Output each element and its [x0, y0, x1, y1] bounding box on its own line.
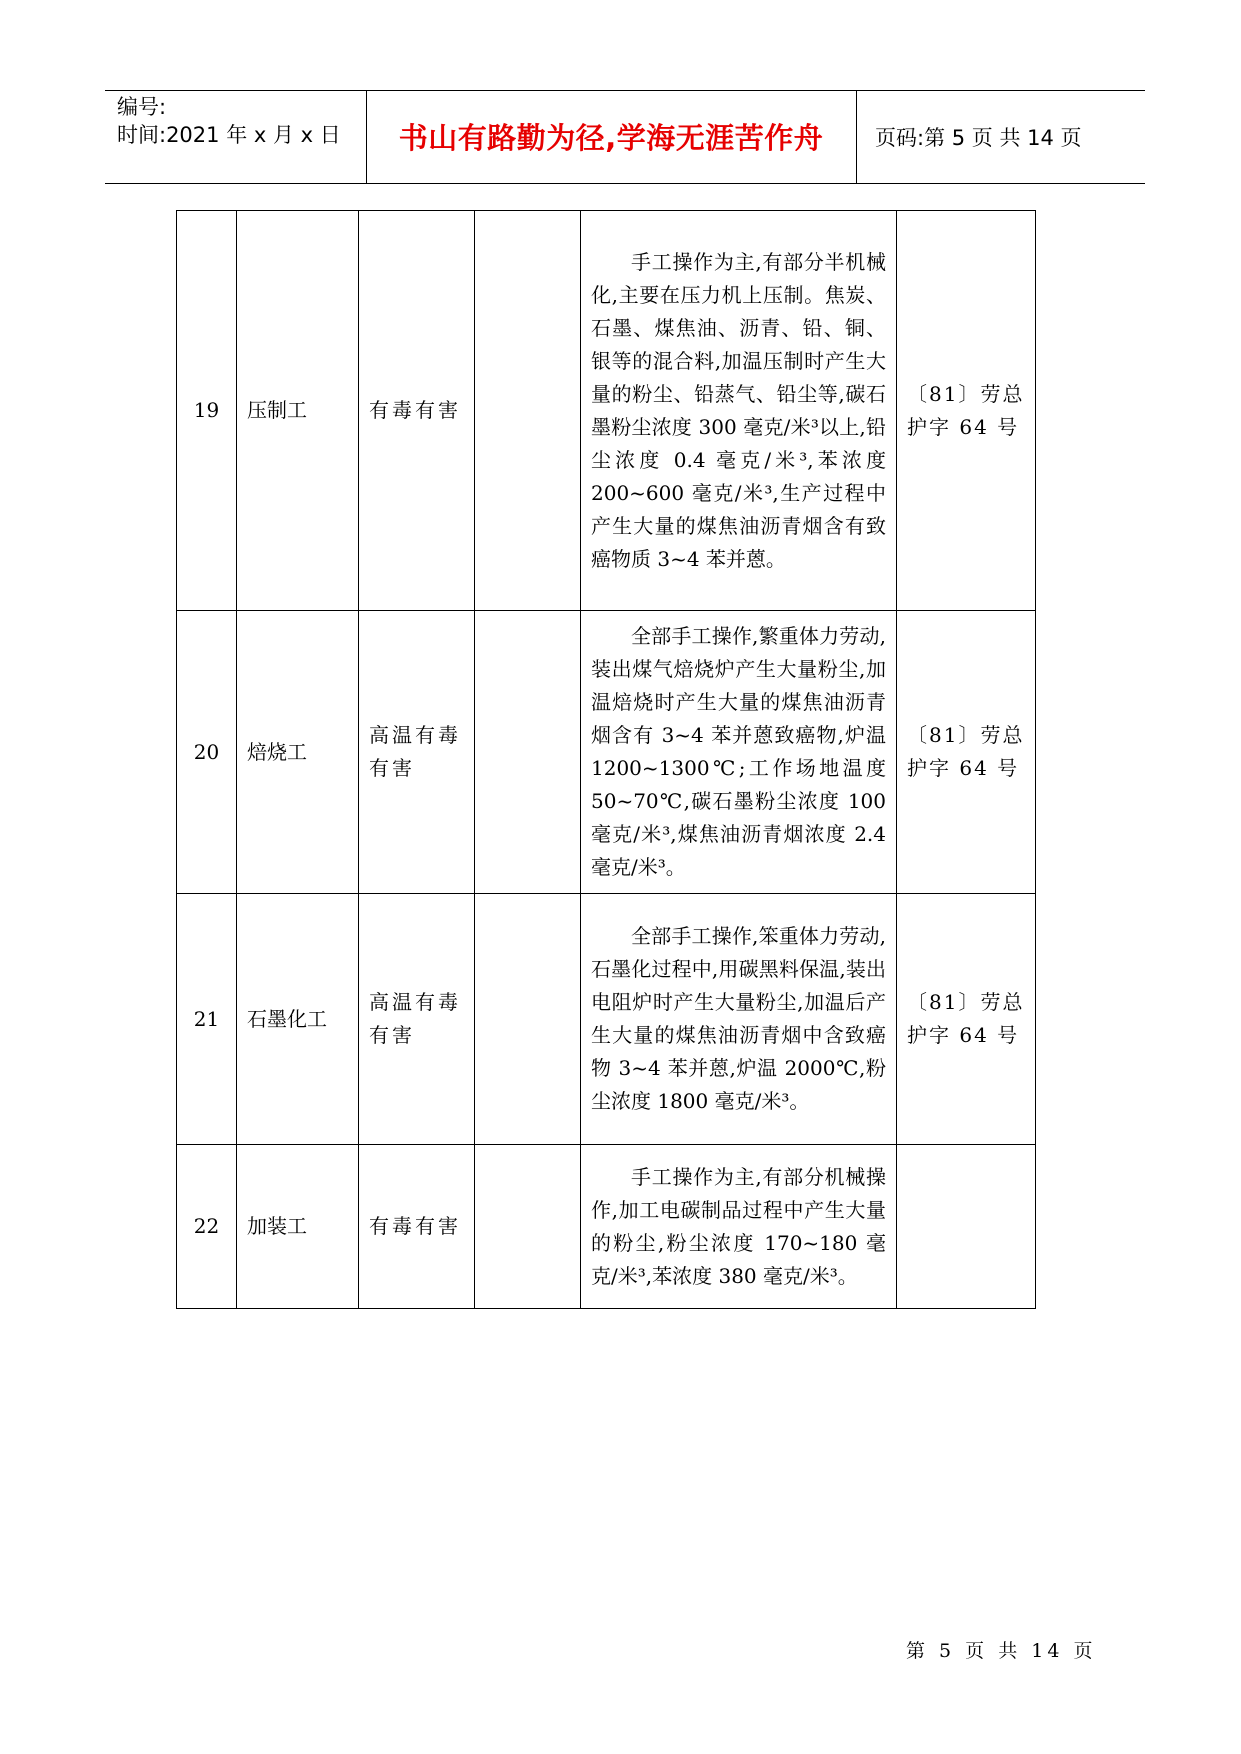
description-text: 全部手工操作,笨重体力劳动,石墨化过程中,用碳黑料保温,装出电阻炉时产生大量粉尘,加温后产生大量的煤焦油沥青烟中含致癌物 3~4 苯并蒽,炉温 2000℃,粉尘浓度 1800 毫克/米³。 [591, 924, 886, 1113]
table-row [177, 894, 1036, 1145]
row-number: 21 [177, 894, 237, 1145]
table-row [177, 211, 1036, 611]
description-text: 全部手工操作,繁重体力劳动,装出煤气焙烧炉产生大量粉尘,加温焙烧时产生大量的煤焦油沥青烟含有 3~4 苯并蒽致癌物,炉温 1200~1300℃;工作场地温度 50~70℃,碳石墨粉尘浓度 100 毫克/米³,煤焦油沥青烟浓度 2.4 毫克/米³。 [591, 624, 886, 879]
job-title: 焙烧工 [237, 611, 359, 894]
job-title: 加装工 [237, 1145, 359, 1309]
occupation-table [176, 210, 1036, 1309]
description-text: 手工操作为主,有部分半机械化,主要在压力机上压制。焦炭、石墨、煤焦油、沥青、铅、铜、银等的混合料,加温压制时产生大量的粉尘、铅蒸气、铅尘等,碳石墨粉尘浓度 300 毫克/米³以上,铅尘浓度 0.4 毫克/米³,苯浓度 200~600 毫克/米³,生产过程中产生大量的煤焦油沥青烟含有致癌物质 3~4 苯并蒽。 [591, 249, 886, 571]
regulation-reference: 〔81〕劳总护字 64 号 [897, 611, 1036, 894]
description-text: 手工操作为主,有部分机械操作,加工电碳制品过程中产生大量的粉尘,粉尘浓度 170~180 毫克/米³,苯浓度 380 毫克/米³。 [591, 1164, 886, 1288]
header-divider [856, 91, 857, 183]
work-description [581, 611, 897, 894]
work-description [581, 1145, 897, 1309]
regulation-reference: 〔81〕劳总护字 64 号 [897, 211, 1036, 611]
hazard-category: 有毒有害 [359, 211, 475, 611]
regulation-reference: 〔81〕劳总护字 64 号 [897, 894, 1036, 1145]
row-number: 19 [177, 211, 237, 611]
work-description [581, 894, 897, 1145]
document-number-label: 编号: [117, 95, 167, 119]
row-number: 20 [177, 611, 237, 894]
extra-cell [475, 611, 581, 894]
header-meta [117, 93, 341, 149]
table-row [177, 1145, 1036, 1309]
job-title: 压制工 [237, 211, 359, 611]
work-description [581, 211, 897, 611]
extra-cell [475, 894, 581, 1145]
header-page-indicator: 页码:第 5 页 共 14 页 [875, 126, 1082, 150]
header-motto: 书山有路勤为径,学海无涯苦作舟 [398, 121, 824, 155]
page-footer: 第 5 页 共 14 页 [906, 1640, 1097, 1662]
job-title: 石墨化工 [237, 894, 359, 1145]
hazard-category: 有毒有害 [359, 1145, 475, 1309]
table-row [177, 611, 1036, 894]
page-header [105, 90, 1145, 184]
hazard-category: 高温有毒有害 [359, 611, 475, 894]
extra-cell [475, 211, 581, 611]
extra-cell [475, 1145, 581, 1309]
hazard-category: 高温有毒有害 [359, 894, 475, 1145]
regulation-reference [897, 1145, 1036, 1309]
document-time-label: 时间:2021 年 x 月 x 日 [117, 123, 341, 147]
row-number: 22 [177, 1145, 237, 1309]
